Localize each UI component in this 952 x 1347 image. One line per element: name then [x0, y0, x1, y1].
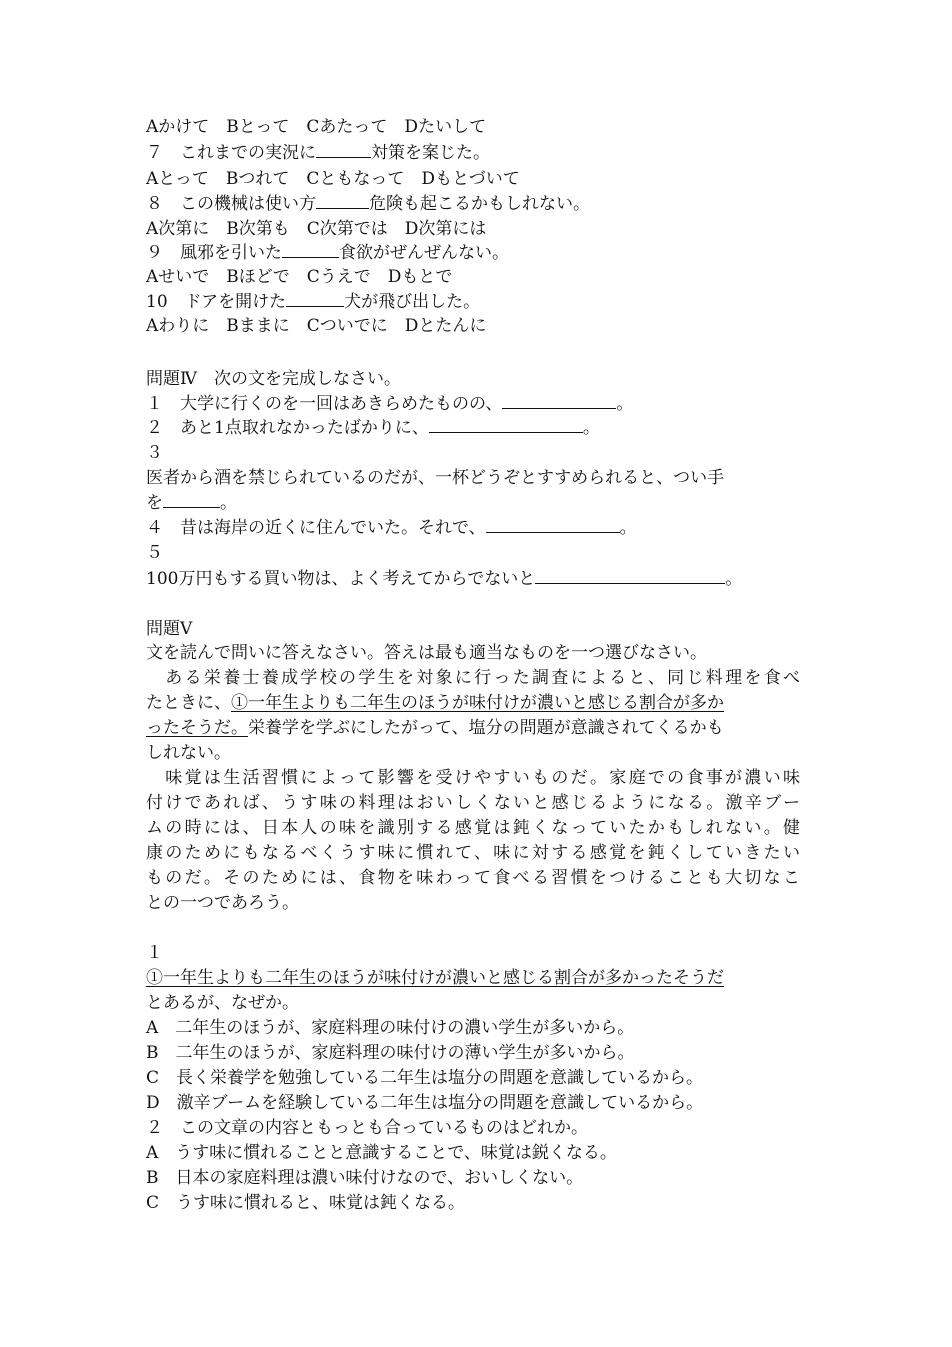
passage-p2-line3: ムの時には、日本人の味を識別する感覚は鈍くなっていたかもしれない。健 — [146, 818, 800, 838]
q7-blank — [316, 142, 371, 158]
s4-q3-line1: 医者から酒を禁じられているのだが、一杯どうぞとすすめられると、つい手 — [146, 468, 725, 488]
passage-p1-line2-start: たときに、 — [146, 693, 231, 713]
passage-p2-line5: ものだ。そのためには、食物を味わって食べる習慣をつけることも大切なこ — [146, 868, 800, 888]
question-7 — [146, 141, 490, 165]
q9-blank — [282, 242, 339, 258]
passage-p1-line4: しれない。 — [146, 743, 231, 763]
q9-options: Aせいで Bほどで Cうえで Dもとで — [146, 267, 453, 287]
s4-q2-blank — [429, 417, 583, 433]
s5-q1-option-d: D 激辛ブームを経験している二年生は塩分の問題を意識しているから。 — [146, 1093, 704, 1113]
s4-q3-number: ３ — [146, 443, 163, 463]
s5-q2-option-c: C うす味に慣れると、味覚は鈍くなる。 — [146, 1193, 466, 1213]
s4-q4-end: 。 — [619, 518, 637, 538]
question-9 — [146, 241, 509, 265]
passage-p2-line1: 味覚は生活習慣によって影響を受けやすいものだ。家庭での食事が濃い味 — [146, 768, 800, 788]
s4-question-4 — [146, 516, 637, 540]
q6-options: Aかけて Bとって Cあたって Dたいして — [146, 117, 487, 137]
s4-q5-line — [146, 567, 742, 591]
s4-question-2 — [146, 416, 600, 440]
s4-q1-blank — [502, 393, 616, 409]
passage-p1-line2 — [146, 691, 724, 715]
q7-stem-end: 対策を案じた。 — [371, 143, 490, 163]
q8-options: A次第に B次第も C次第では D次第には — [146, 219, 487, 239]
s4-q2-end: 。 — [582, 418, 600, 438]
s4-q5-number: ５ — [146, 543, 163, 563]
q10-options: Aわりに Bままに Cついでに Dとたんに — [146, 316, 487, 336]
s4-q5-stem: 100万円もする買い物は、よく考えてからでないと — [146, 569, 536, 589]
s5-q2-option-b: B 日本の家庭料理は濃い味付けなので、おいしくない。 — [146, 1168, 584, 1188]
section-5-instruction: 文を読んで問いに答えなさい。答えは最も適当なものを一つ選びなさい。 — [146, 643, 707, 663]
passage-p1-line1: ある栄養士養成学校の学生を対象に行った調査によると、同じ料理を食べ — [146, 668, 800, 688]
q8-stem-end: 危険も起こるかもしれない。 — [369, 194, 590, 214]
s4-q5-blank — [535, 568, 725, 584]
passage-p2-line4: 康のためにもなるべくうす味に慣れて、味に対する感覚を鈍くしていきたい — [146, 843, 800, 863]
passage-p1-line3-end: 栄養学を学ぶにしたがって、塩分の問題が意識されてくるかも — [248, 718, 724, 738]
q8-blank — [316, 193, 369, 209]
q7-stem-start: ７ これまでの実況に — [146, 143, 316, 163]
s5-q1-option-b: B 二年生のほうが、家庭料理の味付けの薄い学生が多いから。 — [146, 1043, 635, 1063]
question-10 — [146, 290, 480, 314]
passage-p2-line2: 付けであれば、うす味の料理はおいしくないと感じるようになる。激辛ブー — [146, 793, 800, 813]
q10-stem-start: 10 ドアを開けた — [146, 292, 287, 312]
s5-q2-option-a: A うす味に慣れることと意識することで、味覚は鋭くなる。 — [146, 1143, 617, 1163]
section-5-heading: 問題Ⅴ — [146, 619, 193, 639]
s5-q1-underlined-quote — [146, 966, 724, 990]
q10-stem-end: 犬が飛び出した。 — [344, 292, 481, 312]
underlined-phrase-1: ①一年生よりも二年生のほうが味付けが濃いと感じる割合が多か — [231, 693, 724, 713]
underlined-phrase-1-cont: ったそうだ。 — [146, 718, 248, 738]
question-8 — [146, 192, 590, 216]
s5-q1-option-a: A 二年生のほうが、家庭料理の味付けの濃い学生が多いから。 — [146, 1018, 635, 1038]
s5-q1-line2: とあるが、なぜか。 — [146, 993, 299, 1013]
s4-question-1 — [146, 392, 633, 416]
s4-q2-stem: ２ あと1点取れなかったばかりに、 — [146, 418, 429, 438]
s4-q3-line2 — [146, 491, 237, 515]
s4-q4-blank — [486, 517, 620, 533]
s4-q3-end: 。 — [220, 493, 237, 513]
s5-q1-quote: ①一年生よりも二年生のほうが味付けが濃いと感じる割合が多かったそうだ — [146, 968, 724, 988]
s4-q5-end: 。 — [725, 569, 743, 589]
s5-q1-option-c: C 長く栄養学を勉強している二年生は塩分の問題を意識しているから。 — [146, 1068, 704, 1088]
q8-stem-start: ８ この機械は使い方 — [146, 194, 316, 214]
s4-q1-end: 。 — [616, 394, 634, 414]
s4-q1-stem: １ 大学に行くのを一回はあきらめたものの、 — [146, 394, 503, 414]
q9-stem-end: 食欲がぜんぜんない。 — [339, 243, 509, 263]
q10-blank — [286, 291, 344, 307]
s4-q3-blank — [163, 492, 220, 508]
q9-stem-start: ９ 風邪を引いた — [146, 243, 282, 263]
q7-options: Aとって Bつれて Cともなって Dもとづいて — [146, 169, 520, 189]
s5-q1-number: １ — [146, 943, 163, 963]
s4-q3-stem: を — [146, 493, 163, 513]
passage-p1-line3 — [146, 716, 724, 740]
passage-p2-line6: との一つであろう。 — [146, 893, 299, 913]
s5-q2-stem: ２ この文章の内容ともっとも合っているものはどれか。 — [146, 1118, 588, 1138]
s4-q4-stem: ４ 昔は海岸の近くに住んでいた。それで、 — [146, 518, 486, 538]
section-4-heading: 問題Ⅳ 次の文を完成しなさい。 — [146, 369, 401, 389]
